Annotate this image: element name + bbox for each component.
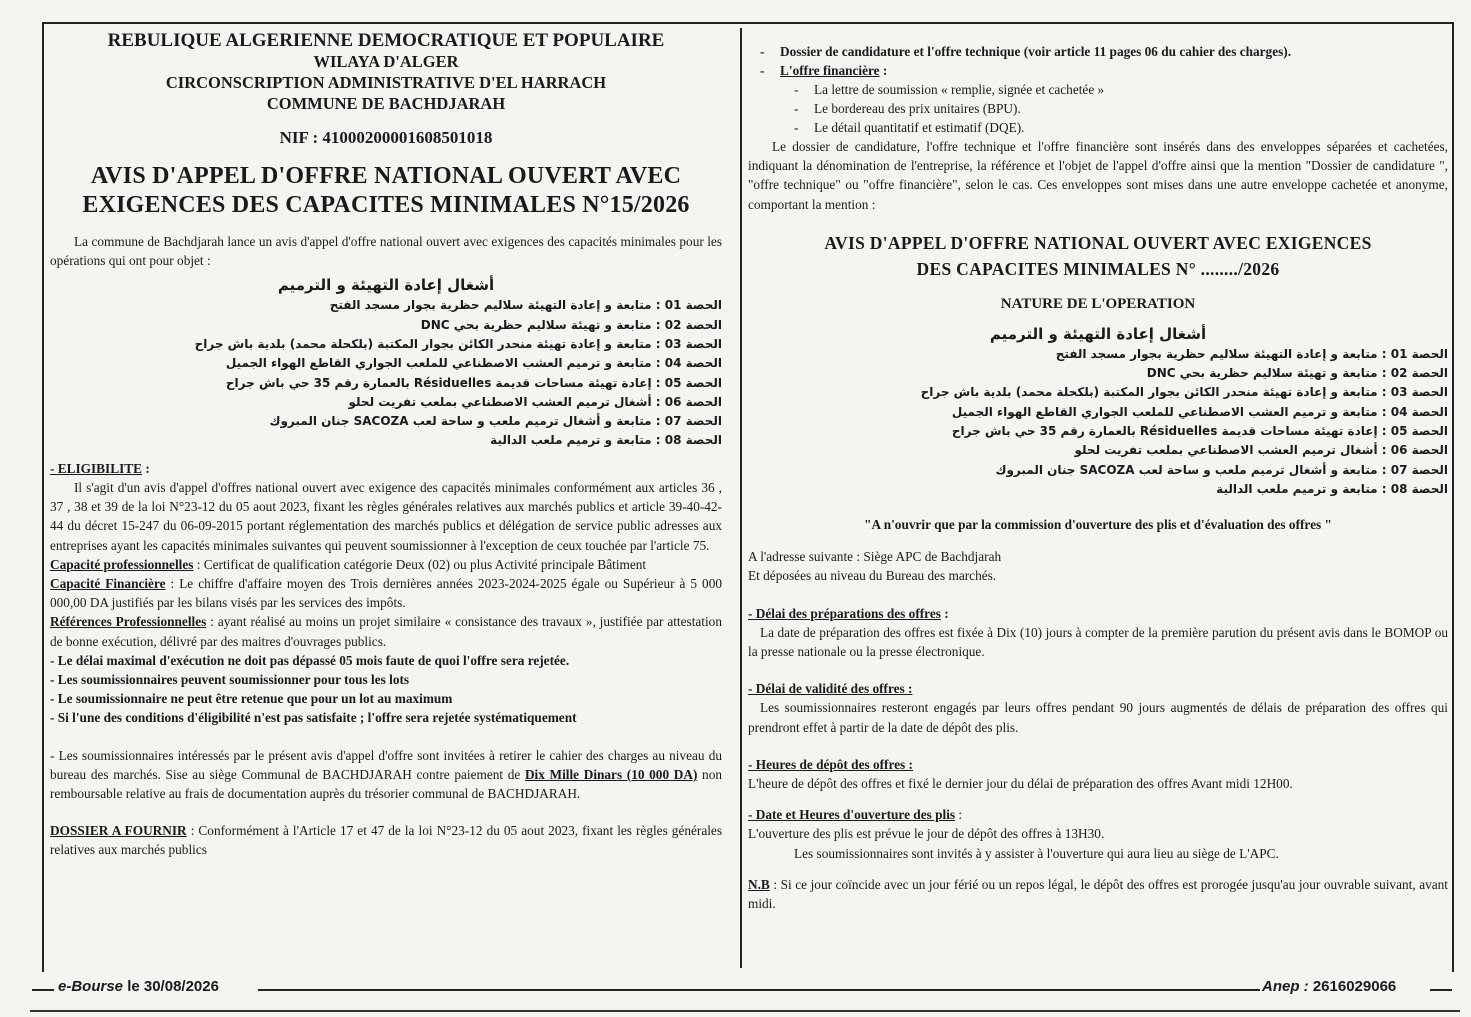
footer-rule <box>1430 989 1452 991</box>
heures-label: - Heures de dépôt des offres : <box>748 756 913 772</box>
offre-fin-item: - Le détail quantitatif et estimatif (DQE). <box>814 118 1448 137</box>
cap-pro-label: Capacité professionnelles <box>50 556 194 572</box>
address-block <box>748 547 1448 585</box>
lot-item: الحصة 08 : متابعة و ترميم ملعب الدالية <box>490 433 722 448</box>
bottom-rule <box>30 1010 1460 1012</box>
left-column <box>50 30 722 860</box>
lot-item: الحصة 04 : متابعة و ترميم العشب الاصطناعي للملعب الجواري القاطع الهواء الجميل <box>225 356 722 371</box>
lots-list-right <box>748 345 1448 499</box>
ebourse-brand: e-Bourse <box>58 978 124 995</box>
eligibilite-heading: - ELIGIBILITE : <box>50 460 150 476</box>
arabic-operation-title-right: أشغال إعادة التهيئة و الترميم <box>989 324 1207 343</box>
ouverture-text1: L'ouverture des plis est prévue le jour de dépôt des offres à 13H30. <box>748 826 1105 842</box>
lot-item: الحصة 03 : متابعة و إعادة تهيئة منحدر الكائن بجوار المكتبة (بلكحلة محمد) بلدية باش جراح <box>920 385 1448 400</box>
lot-item: الحصة 03 : متابعة و إعادة تهيئة منحدر الكائن بجوار المكتبة (بلكحلة محمد) بلدية باش جراح <box>194 337 722 351</box>
dossier-paragraph <box>50 821 722 859</box>
offre-fin-label: L'offre financière <box>780 63 880 78</box>
footer-left <box>58 978 219 995</box>
lot-item: الحصة 06 : أشغال ترميم العشب الاصطناعي بملعب تفريت لحلو <box>348 394 722 409</box>
ouverture-text2: Les soumissionnaires sont invités à y assister à l'ouverture qui aura lieu au siège de L'APC. <box>794 845 1279 861</box>
right-column <box>748 42 1448 913</box>
cap-fin-text: : Le chiffre d'affaire moyen des Trois dernières années 2023-2024-2025 égale ou Supérieur à 5 000 000,00 DA justifiés par les bilans visés par les services des impôts. <box>50 576 722 611</box>
nb-label: N.B <box>748 876 770 892</box>
validite-section <box>748 679 1448 737</box>
dossier-label: DOSSIER A FOURNIR <box>50 823 187 839</box>
rules-list <box>50 651 722 728</box>
envelope-title <box>748 230 1448 282</box>
envelope-title-line1: AVIS D'APPEL D'OFFRE NATIONAL OUVERT AVEC EXIGENCES <box>824 232 1372 253</box>
lot-item: الحصة 06 : أشغال ترميم العشب الاصطناعي بملعب تفريت لحلو <box>1074 443 1448 458</box>
lot-item: الحصة 01 : متابعة و إعادة التهيئة سلاليم حظرية بجوار مسجد الفتح <box>329 298 722 313</box>
column-divider <box>740 28 742 968</box>
anep-label: Anep : <box>1262 978 1313 995</box>
offre-financiere-list <box>748 80 1448 137</box>
ouverture-label: - Date et Heures d'ouverture des plis <box>748 807 956 823</box>
envelope-paragraph: Le dossier de candidature, l'offre technique et l'offre financière sont insérés dans des enveloppes séparées et cachetées, indiquant la dénomination de l'entreprise, la référence et l'objet de l'appel d'offre ainsi que la mention "Dossier de candidature ", "offre technique" ou "offre financière", selon le cas. Ces enveloppes sont mises dans une autre enveloppe cachetée et anonyme, comportant la mention : <box>748 139 1448 212</box>
opening-commission-quote: "A n'ouvrir que par la commission d'ouverture des plis et d'évaluation des offres " <box>864 517 1332 533</box>
lot-item: الحصة 02 : متابعة و تهيئة سلاليم حظرية بحي DNC <box>1146 366 1448 381</box>
anep-number: 2616029066 <box>1312 978 1397 995</box>
address-line2: Et déposées au niveau du Bureau des marchés. <box>748 568 997 584</box>
nb-text: : Si ce jour coïncide avec un jour férié ou un repos légal, le dépôt des offres est prorogée jusqu'au jour ouvrable suivant, avant midi. <box>748 876 1448 912</box>
lot-item: الحصة 07 : متابعة و أشغال ترميم ملعب و ساحة لعب SACOZA جنان المبروك <box>269 414 722 429</box>
nature-operation: NATURE DE L'OPERATION <box>1000 295 1196 312</box>
retrait-paragraph <box>50 746 722 804</box>
lot-item: الحصة 05 : إعادة تهيئة مساحات قديمة Résiduelles بالعمارة رقم 35 حي باش جراح <box>225 375 722 390</box>
delai-preparation-section: - Délai des préparations des offres : La date de préparation des offres est fixée à Dix (10) jours à compter de la première parution du présent avis dans le BOMOP ou la presse nationale ou la presse électronique. <box>748 604 1448 662</box>
footer-rule <box>258 989 1260 991</box>
ref-label: Références Professionnelles <box>50 614 207 630</box>
eligibilite-label: - ELIGIBILITE <box>50 460 143 476</box>
heures-section <box>748 755 1448 793</box>
intro-paragraph: La commune de Bachdjarah lance un avis d'appel d'offre national ouvert avec exigences des capacités minimales pour les opérations qui ont pour objet : <box>50 234 722 269</box>
retrait-amount: Dix Mille Dinars (10 000 DA) <box>524 766 698 782</box>
rule-item: - Le soumissionnaire ne peut être retenue que pour un lot au maximum <box>50 691 453 707</box>
ref-text: : ayant réalisé au moins un projet similaire « consistance des travaux », justifiée par attestation de bonne exécution, délivré par des maitres d'ouvrages publics. <box>50 614 722 649</box>
dossier-candidature-item: - Dossier de candidature et l'offre technique (voir article 11 pages 06 du cahier des charges). <box>780 42 1448 61</box>
top-items <box>748 42 1448 80</box>
delai-prep-text: La date de préparation des offres est fixée à Dix (10) jours à compter de la première parution du présent avis dans le BOMOP ou la presse nationale ou la presse électronique. <box>748 624 1448 659</box>
ouverture-section: - Date et Heures d'ouverture des plis : L'ouverture des plis est prévue le jour de dépôt des offres à 13H30. Les soumissionnaires sont invités à y assister à l'ouverture qui aura lieu au siège de L'APC. <box>748 805 1448 863</box>
cap-fin-label: Capacité Financière <box>50 576 166 591</box>
footer-date: le 30/08/2026 <box>123 978 219 995</box>
notice-title-line2: EXIGENCES DES CAPACITES MINIMALES N°15/2026 <box>82 192 690 218</box>
nb-section <box>748 875 1448 913</box>
offre-financiere-heading: - L'offre financière : <box>780 61 1448 80</box>
offre-fin-item: - La lettre de soumission « remplie, signée et cachetée » <box>814 80 1448 99</box>
footer-rule <box>32 989 54 991</box>
republic-header: REBULIQUE ALGERIENNE DEMOCRATIQUE ET POPULAIRE <box>107 30 665 51</box>
offre-fin-item: - Le bordereau des prix unitaires (BPU). <box>814 99 1448 118</box>
capacite-professionnelle <box>50 555 722 574</box>
wilaya-header: WILAYA D'ALGER <box>313 52 459 71</box>
cap-pro-text: : Certificat de qualification catégorie Deux (02) ou plus Activité principale Bâtiment <box>193 556 647 572</box>
circonscription-header: CIRCONSCRIPTION ADMINISTRATIVE D'EL HARRACH <box>165 73 607 92</box>
nif-number: NIF : 41000200001608501018 <box>279 128 493 147</box>
lot-item: الحصة 01 : متابعة و إعادة التهيئة سلاليم حظرية بجوار مسجد الفتح <box>1055 346 1448 361</box>
notice-title <box>50 162 722 220</box>
rule-item: - Si l'une des conditions d'éligibilité n'est pas satisfaite ; l'offre sera rejetée systématiquement <box>50 710 577 726</box>
eligibilite-text: Il s'agit d'un avis d'appel d'offres national ouvert avec exigence des capacités minimales conformément aux articles 36 , 37 , 38 et 39 de la loi N°23-12 du 05 aout 2023, fixant les règles générales relatives aux marchés publics et article 39-40-42-44 du décret 15-247 du 06-09-2015 portant réglementation des marchés publics et délégation de service public adresses aux entreprises ayant les capacités minimales suivantes qui peuvent soumissionner à l'exception de ceux touchée par l'article 75. <box>50 479 722 553</box>
lot-item: الحصة 07 : متابعة و أشغال ترميم ملعب و ساحة لعب SACOZA جنان المبروك <box>995 462 1448 477</box>
lot-item: الحصة 02 : متابعة و تهيئة سلاليم حظرية بحي DNC <box>420 317 722 332</box>
lots-list <box>50 296 722 450</box>
retrait-text2: non remboursable relative au frais de documentation auprès du trésorier communal de BACHDJARAH. <box>50 766 723 802</box>
delai-prep-label: - Délai des préparations des offres <box>748 605 941 621</box>
footer-right <box>1262 978 1396 995</box>
lot-item: الحصة 04 : متابعة و ترميم العشب الاصطناعي للملعب الجواري القاطع الهواء الجميل <box>951 404 1448 419</box>
lot-item: الحصة 08 : متابعة و ترميم ملعب الدالية <box>1216 481 1448 496</box>
lot-item: الحصة 05 : إعادة تهيئة مساحات قديمة Résiduelles بالعمارة رقم 35 حي باش جراح <box>951 424 1448 438</box>
heures-text: L'heure de dépôt des offres et fixé le dernier jour du délai de préparation des offres Avant midi 12H00. <box>748 776 1293 792</box>
commune-header: COMMUNE DE BACHDJARAH <box>266 94 506 113</box>
references-professionnelles <box>50 612 722 650</box>
rule-item: - Le délai maximal d'exécution ne doit pas dépassé 05 mois faute de quoi l'offre sera rejetée. <box>50 652 570 668</box>
notice-title-line1: AVIS D'APPEL D'OFFRE NATIONAL OUVERT AVEC <box>90 163 682 189</box>
address-line1: A l'adresse suivante : Siège APC de Bachdjarah <box>748 549 1002 565</box>
dossier-text: : Conformément à l'Article 17 et 47 de la loi N°23-12 du 05 aout 2023, fixant les règles générales relatives aux marchés publics <box>50 823 722 858</box>
capacite-financiere <box>50 574 722 612</box>
validite-label: - Délai de validité des offres : <box>748 681 913 697</box>
validite-text: Les soumissionnaires resteront engagés par leurs offres pendant 90 jours augmentés de délais de préparation des offres qui prendront effet à partir de la date de dépôt des plis. <box>748 700 1448 735</box>
envelope-title-line2: DES CAPACITES MINIMALES N° ......../2026 <box>916 258 1280 279</box>
rule-item: - Les soumissionnaires peuvent soumissionner pour tous les lots <box>50 672 410 688</box>
retrait-text1: - Les soumissionnaires intéressés par le présent avis d'appel d'offre sont invitées à retirer le cahier des charges au niveau du bureau des marchés. Sise au siège Communal de BACHDJARAH contre paiement de <box>50 747 722 782</box>
arabic-operation-title: أشغال إعادة التهيئة و الترميم <box>277 276 495 295</box>
